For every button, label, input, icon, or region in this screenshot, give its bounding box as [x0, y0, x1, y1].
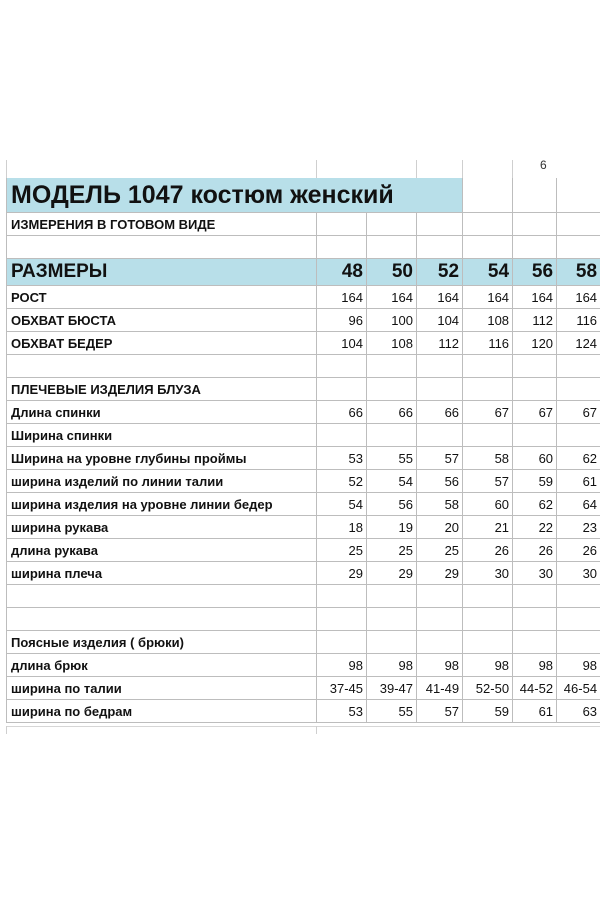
empty-cell — [513, 236, 557, 259]
row-value: 19 — [367, 516, 417, 539]
table-row — [7, 470, 600, 493]
row-value: 60 — [513, 447, 557, 470]
row-value: 164 — [317, 286, 367, 309]
row-value: 108 — [463, 309, 513, 332]
corner-mark: 6 — [540, 158, 547, 172]
table-row — [7, 585, 600, 608]
row-value — [417, 585, 463, 608]
table-row — [7, 654, 600, 677]
row-value: 39-47 — [367, 677, 417, 700]
table-row — [7, 631, 600, 654]
row-value: 62 — [513, 493, 557, 516]
row-value — [417, 608, 463, 631]
row-value: 57 — [463, 470, 513, 493]
row-value: 26 — [557, 539, 600, 562]
spacer-row — [7, 236, 600, 259]
row-value — [367, 424, 417, 447]
grid-stub — [6, 726, 7, 734]
row-value: 98 — [317, 654, 367, 677]
grid-stub — [316, 160, 317, 180]
row-value: 29 — [367, 562, 417, 585]
row-value: 56 — [367, 493, 417, 516]
row-label: Ширина спинки — [7, 424, 317, 447]
sizes-header-label: РАЗМЕРЫ — [7, 259, 317, 286]
empty-cell — [557, 213, 600, 236]
row-value: 53 — [317, 447, 367, 470]
row-value: 26 — [463, 539, 513, 562]
row-label: ширина по талии — [7, 677, 317, 700]
size-header: 56 — [513, 259, 557, 286]
table-row — [7, 424, 600, 447]
row-value — [557, 608, 600, 631]
row-value: 57 — [417, 447, 463, 470]
row-value: 112 — [513, 309, 557, 332]
row-value — [557, 355, 600, 378]
row-value: 108 — [367, 332, 417, 355]
table-row — [7, 562, 600, 585]
table-row — [7, 539, 600, 562]
row-value: 120 — [513, 332, 557, 355]
page-title: МОДЕЛЬ 1047 костюм женский — [7, 178, 463, 213]
row-value: 96 — [317, 309, 367, 332]
size-header: 58 — [557, 259, 600, 286]
row-value: 164 — [513, 286, 557, 309]
row-label: ширина рукава — [7, 516, 317, 539]
table-row — [7, 516, 600, 539]
size-table — [6, 178, 600, 723]
row-value: 164 — [417, 286, 463, 309]
row-value: 44-52 — [513, 677, 557, 700]
row-value — [417, 378, 463, 401]
row-value: 22 — [513, 516, 557, 539]
row-value — [367, 585, 417, 608]
table-row — [7, 332, 600, 355]
row-label: Ширина на уровне глубины проймы — [7, 447, 317, 470]
row-label: ОБХВАТ БЮСТА — [7, 309, 317, 332]
row-label — [7, 355, 317, 378]
row-value: 116 — [557, 309, 600, 332]
subtitle-row — [7, 213, 600, 236]
row-value: 124 — [557, 332, 600, 355]
row-value: 60 — [463, 493, 513, 516]
row-value — [317, 424, 367, 447]
row-value: 46-54 — [557, 677, 600, 700]
table-row — [7, 700, 600, 723]
row-value — [463, 378, 513, 401]
table-row — [7, 447, 600, 470]
row-label: ширина изделия на уровне линии бедер — [7, 493, 317, 516]
row-value — [463, 424, 513, 447]
row-value: 30 — [513, 562, 557, 585]
grid-stub — [316, 726, 317, 734]
row-value — [317, 631, 367, 654]
grid-stub — [462, 160, 463, 180]
size-header: 50 — [367, 259, 417, 286]
row-value: 41-49 — [417, 677, 463, 700]
row-value — [367, 378, 417, 401]
row-value — [367, 355, 417, 378]
empty-cell — [513, 178, 557, 213]
row-value: 26 — [513, 539, 557, 562]
row-label: ширина по бедрам — [7, 700, 317, 723]
row-value: 53 — [317, 700, 367, 723]
row-value: 164 — [367, 286, 417, 309]
table-row — [7, 309, 600, 332]
row-value — [317, 378, 367, 401]
row-value — [557, 585, 600, 608]
grid-stub — [416, 160, 417, 180]
row-value: 98 — [367, 654, 417, 677]
row-label: Длина спинки — [7, 401, 317, 424]
row-value — [513, 378, 557, 401]
row-value: 67 — [513, 401, 557, 424]
row-value: 37-45 — [317, 677, 367, 700]
row-value: 112 — [417, 332, 463, 355]
empty-cell — [317, 213, 367, 236]
row-value: 67 — [463, 401, 513, 424]
row-value: 29 — [417, 562, 463, 585]
row-value: 56 — [417, 470, 463, 493]
row-value — [417, 631, 463, 654]
size-header: 52 — [417, 259, 463, 286]
row-value — [367, 631, 417, 654]
empty-cell — [557, 178, 600, 213]
subtitle: ИЗМЕРЕНИЯ В ГОТОВОМ ВИДЕ — [7, 213, 317, 236]
row-value: 30 — [463, 562, 513, 585]
row-value — [417, 424, 463, 447]
row-value: 64 — [557, 493, 600, 516]
row-value: 57 — [417, 700, 463, 723]
row-value: 23 — [557, 516, 600, 539]
row-value: 18 — [317, 516, 367, 539]
row-value — [317, 585, 367, 608]
row-value: 54 — [317, 493, 367, 516]
table-row — [7, 493, 600, 516]
row-value: 67 — [557, 401, 600, 424]
row-value — [513, 608, 557, 631]
row-label — [7, 585, 317, 608]
row-value — [317, 355, 367, 378]
grid-stub — [6, 160, 7, 180]
table-row — [7, 401, 600, 424]
row-value — [557, 378, 600, 401]
row-value: 61 — [557, 470, 600, 493]
row-value — [557, 631, 600, 654]
row-value — [463, 608, 513, 631]
row-value — [417, 355, 463, 378]
row-value: 25 — [317, 539, 367, 562]
empty-cell — [317, 236, 367, 259]
empty-cell — [463, 178, 513, 213]
row-value: 29 — [317, 562, 367, 585]
row-value: 59 — [463, 700, 513, 723]
row-value: 63 — [557, 700, 600, 723]
row-value: 52-50 — [463, 677, 513, 700]
row-value — [463, 585, 513, 608]
table-row — [7, 378, 600, 401]
row-value — [367, 608, 417, 631]
row-value: 55 — [367, 447, 417, 470]
table-row — [7, 608, 600, 631]
row-value — [317, 608, 367, 631]
empty-cell — [463, 236, 513, 259]
title-row — [7, 178, 600, 213]
row-value: 66 — [317, 401, 367, 424]
row-value: 20 — [417, 516, 463, 539]
row-value: 66 — [367, 401, 417, 424]
row-value: 98 — [417, 654, 463, 677]
row-value — [513, 355, 557, 378]
row-value: 104 — [417, 309, 463, 332]
row-label — [7, 608, 317, 631]
row-label: РОСТ — [7, 286, 317, 309]
empty-cell — [463, 213, 513, 236]
row-label: длина брюк — [7, 654, 317, 677]
empty-cell — [367, 236, 417, 259]
row-value: 61 — [513, 700, 557, 723]
row-value: 52 — [317, 470, 367, 493]
row-value: 25 — [417, 539, 463, 562]
size-header: 48 — [317, 259, 367, 286]
row-value: 98 — [513, 654, 557, 677]
sheet-bottom-line — [6, 726, 600, 727]
row-label: ПЛЕЧЕВЫЕ ИЗДЕЛИЯ БЛУЗА — [7, 378, 317, 401]
row-label: ширина плеча — [7, 562, 317, 585]
sizes-header-row — [7, 259, 600, 286]
grid-stub — [512, 160, 513, 180]
row-label: ширина изделий по линии талии — [7, 470, 317, 493]
row-value: 58 — [417, 493, 463, 516]
row-value: 98 — [557, 654, 600, 677]
empty-cell — [557, 236, 600, 259]
row-value: 100 — [367, 309, 417, 332]
row-value: 164 — [557, 286, 600, 309]
empty-cell — [417, 236, 463, 259]
row-value: 30 — [557, 562, 600, 585]
row-value — [513, 424, 557, 447]
row-value — [463, 355, 513, 378]
row-label: Поясные изделия ( брюки) — [7, 631, 317, 654]
empty-cell — [417, 213, 463, 236]
row-value: 59 — [513, 470, 557, 493]
table-row — [7, 286, 600, 309]
row-label: длина рукава — [7, 539, 317, 562]
empty-cell — [367, 213, 417, 236]
row-label: ОБХВАТ БЕДЕР — [7, 332, 317, 355]
table-row — [7, 355, 600, 378]
row-value: 21 — [463, 516, 513, 539]
empty-cell — [513, 213, 557, 236]
row-value — [557, 424, 600, 447]
table-row — [7, 677, 600, 700]
row-value: 116 — [463, 332, 513, 355]
row-value — [513, 631, 557, 654]
row-value: 54 — [367, 470, 417, 493]
empty-cell — [7, 236, 317, 259]
size-header: 54 — [463, 259, 513, 286]
row-value: 164 — [463, 286, 513, 309]
row-value: 104 — [317, 332, 367, 355]
row-value: 66 — [417, 401, 463, 424]
row-value — [463, 631, 513, 654]
row-value: 62 — [557, 447, 600, 470]
row-value: 98 — [463, 654, 513, 677]
row-value: 55 — [367, 700, 417, 723]
row-value — [513, 585, 557, 608]
row-value: 25 — [367, 539, 417, 562]
row-value: 58 — [463, 447, 513, 470]
